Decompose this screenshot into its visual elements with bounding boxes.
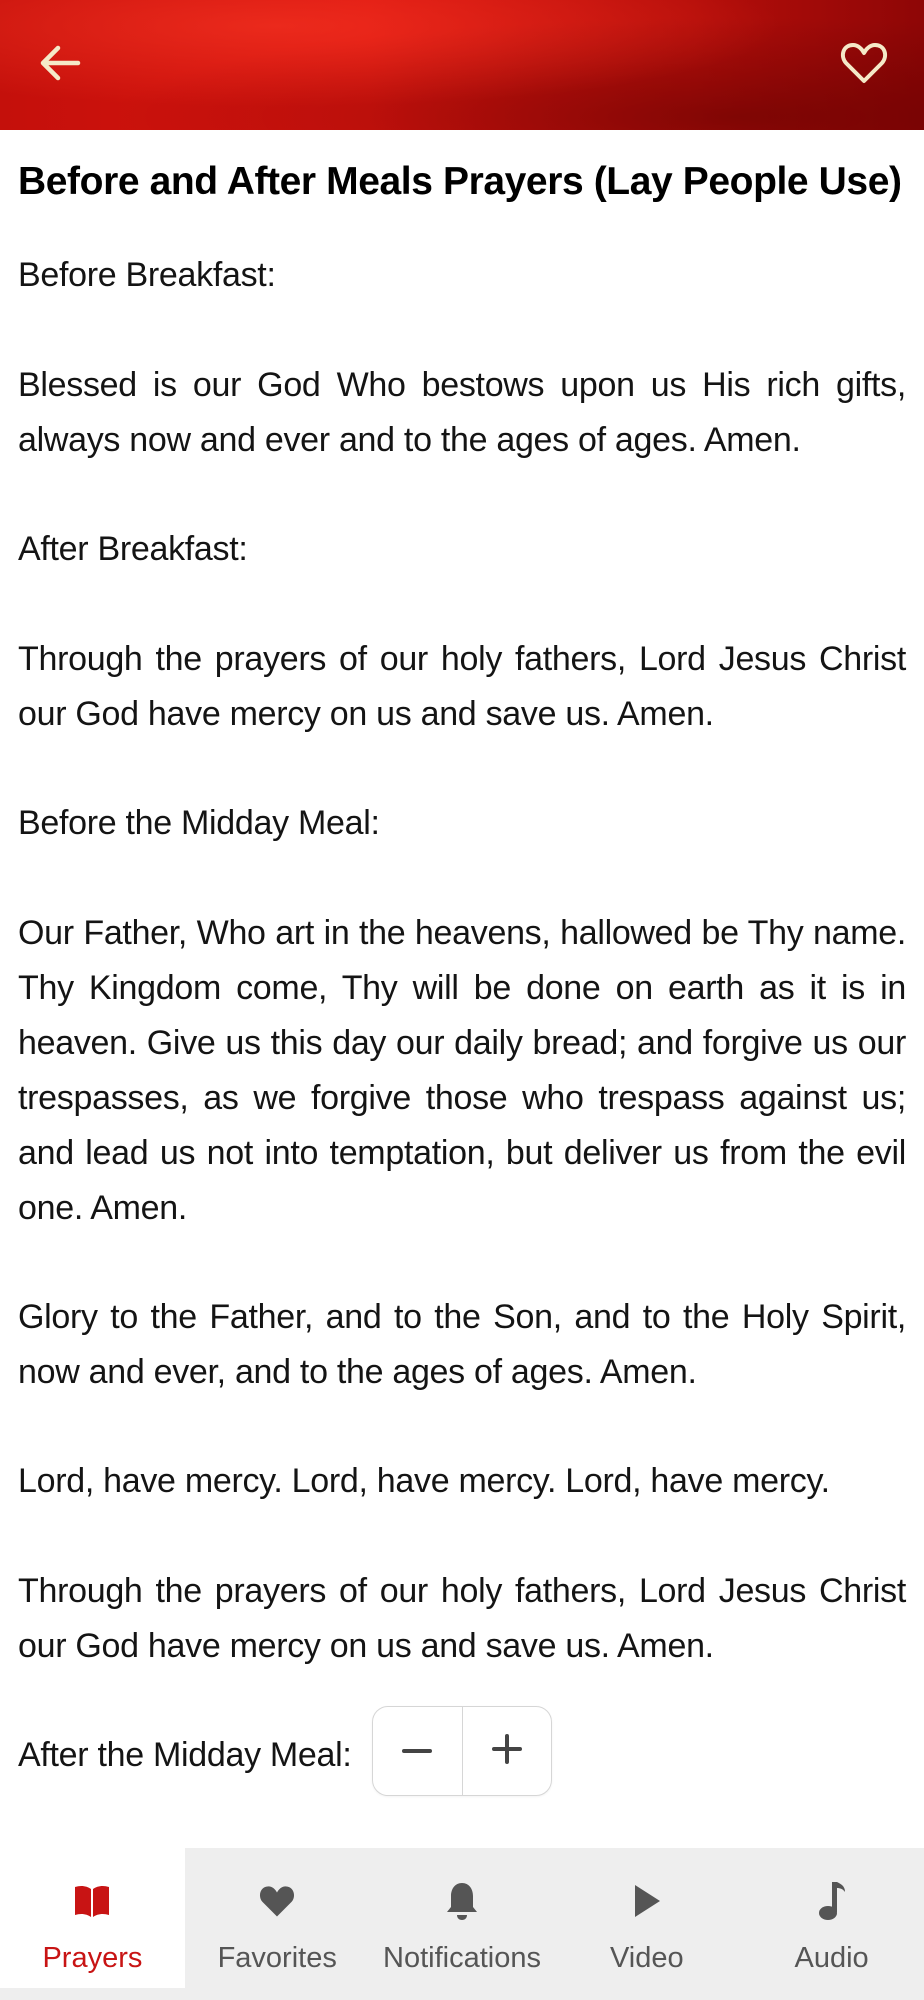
music-note-icon — [817, 1872, 847, 1930]
text-size-controls — [372, 1706, 552, 1796]
app-header — [0, 0, 924, 130]
prayer-paragraph: Our Father, Who art in the heavens, hallowed be Thy name. Thy Kingdom come, Thy will be done on earth as it is in heaven. Give us this day our daily bread; and forgive us our trespasses, as we forgive those who trespass against us; and lead us not into temptation, but deliver us from the evil one. Amen. — [18, 914, 906, 1227]
nav-label-favorites: Favorites — [217, 1942, 337, 1974]
prayer-paragraph: Through the prayers of our holy fathers, Lord Jesus Christ our God have mercy on us and save us. Amen. — [18, 1572, 906, 1665]
nav-item-audio[interactable] — [739, 1848, 924, 1988]
arrow-left-icon — [38, 43, 82, 88]
increase-text-size-button[interactable] — [462, 1707, 552, 1795]
favorite-button[interactable] — [829, 30, 899, 100]
section-heading-before-breakfast: Before Breakfast: — [18, 256, 276, 294]
prayer-paragraph: Through the prayers of our holy fathers, Lord Jesus Christ our God have mercy on us and save us. Amen. — [18, 640, 906, 733]
decrease-text-size-button[interactable] — [373, 1707, 462, 1795]
minus-icon — [402, 1742, 432, 1760]
nav-label-video: Video — [609, 1942, 684, 1974]
nav-item-favorites[interactable] — [185, 1848, 370, 1988]
bottom-navigation — [0, 1848, 924, 1988]
play-icon — [632, 1872, 662, 1930]
heart-icon — [258, 1872, 296, 1930]
system-bar-strip — [0, 1988, 924, 2000]
prayer-paragraph: Blessed is our God Who bestows upon us His rich gifts, always now and ever and to the ages of ages. Amen. — [18, 366, 906, 459]
prayer-content[interactable] — [0, 130, 924, 1848]
prayer-paragraph: Lord, have mercy. Lord, have mercy. Lord, have mercy. — [18, 1462, 830, 1500]
nav-label-notifications: Notifications — [383, 1942, 541, 1974]
nav-item-notifications[interactable] — [370, 1848, 555, 1988]
prayer-title: Before and After Meals Prayers (Lay People Use) — [18, 160, 902, 203]
plus-icon — [492, 1734, 522, 1769]
bell-icon — [445, 1872, 479, 1930]
section-heading-after-breakfast: After Breakfast: — [18, 530, 248, 568]
back-button[interactable] — [25, 30, 95, 100]
nav-label-audio: Audio — [794, 1942, 869, 1974]
section-heading-before-midday-meal: Before the Midday Meal: — [18, 804, 380, 842]
nav-label-prayers: Prayers — [42, 1942, 143, 1974]
prayer-paragraph: Glory to the Father, and to the Son, and to the Holy Spirit, now and ever, and to the ages of ages. Amen. — [18, 1298, 906, 1391]
nav-item-prayers[interactable] — [0, 1848, 185, 1988]
section-heading-after-midday-meal: After the Midday Meal: — [18, 1736, 352, 1774]
nav-item-video[interactable] — [554, 1848, 739, 1988]
heart-outline-icon — [840, 41, 888, 90]
book-icon — [73, 1872, 111, 1930]
